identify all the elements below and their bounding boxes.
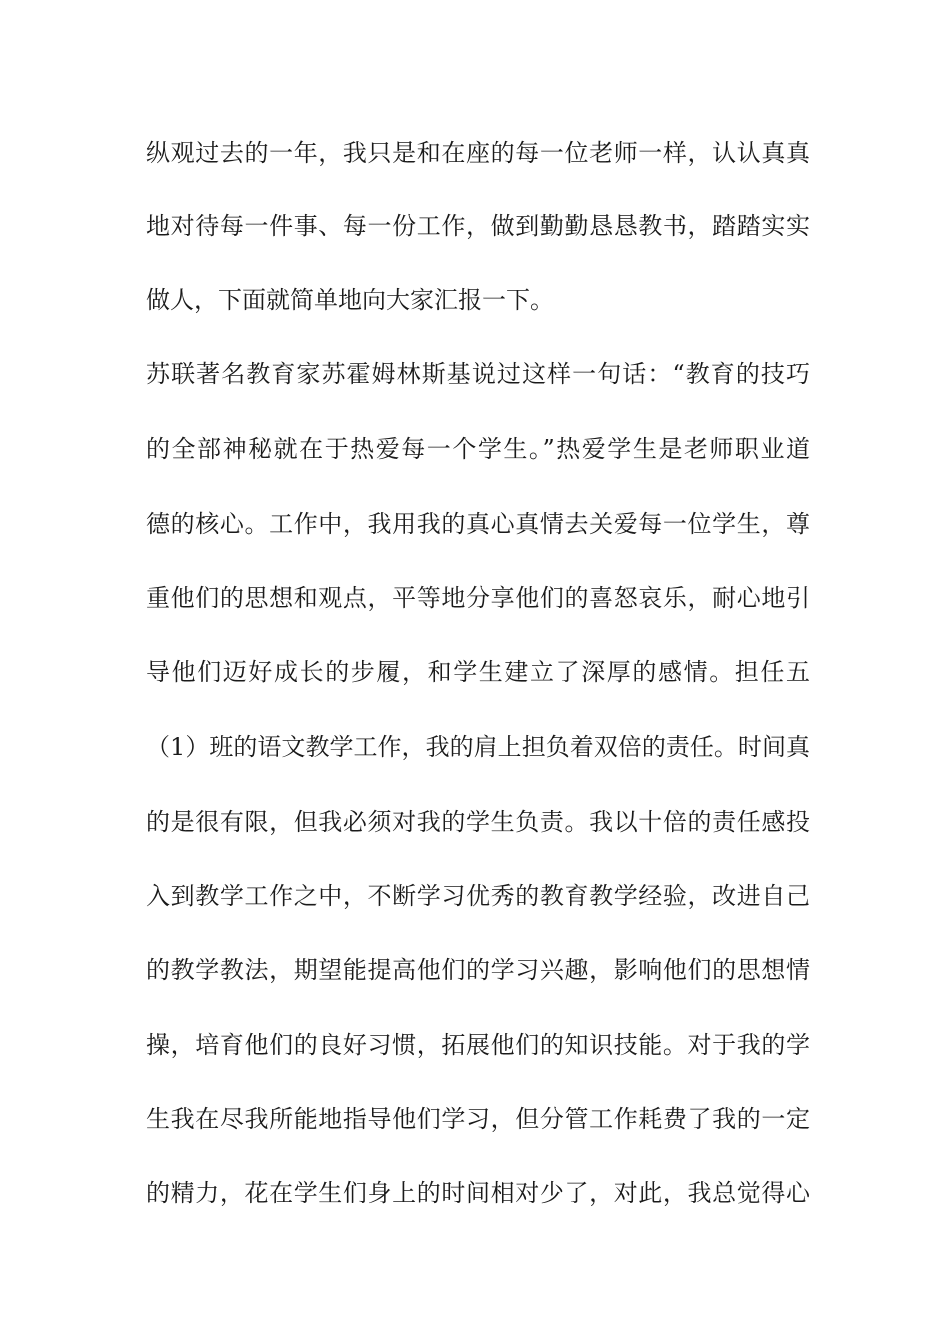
paragraph-2-line-8: 入到教学工作之中，不断学习优秀的教育教学经验，改进自己 bbox=[146, 882, 810, 910]
paragraph-2-line-7: 的是很有限，但我必须对我的学生负责。我以十倍的责任感投 bbox=[146, 808, 810, 836]
paragraph-2-line-5: 导他们迈好成长的步履，和学生建立了深厚的感情。担任五 bbox=[146, 658, 810, 686]
paragraph-2-line-1: 苏联著名教育家苏霍姆林斯基说过这样一句话：“教育的技巧 bbox=[146, 360, 810, 388]
paragraph-2-line-12: 的精力，花在学生们身上的时间相对少了，对此，我总觉得心 bbox=[146, 1179, 810, 1207]
paragraph-2-line-10: 操，培育他们的良好习惯，拓展他们的知识技能。对于我的学 bbox=[146, 1031, 810, 1059]
paragraph-2-line-9: 的教学教法，期望能提高他们的学习兴趣，影响他们的思想情 bbox=[146, 956, 810, 984]
paragraph-2-line-4: 重他们的思想和观点，平等地分享他们的喜怒哀乐，耐心地引 bbox=[146, 584, 810, 612]
paragraph-1-line-1: 纵观过去的一年，我只是和在座的每一位老师一样，认认真真 bbox=[146, 139, 810, 167]
paragraph-1-line-2: 地对待每一件事、每一份工作，做到勤勤恳恳教书，踏踏实实 bbox=[146, 212, 810, 240]
paragraph-1-line-3: 做人，下面就简单地向大家汇报一下。 bbox=[146, 286, 554, 314]
paragraph-2-line-11: 生我在尽我所能地指导他们学习，但分管工作耗费了我的一定 bbox=[146, 1105, 810, 1133]
paragraph-2-line-3: 德的核心。工作中，我用我的真心真情去关爱每一位学生，尊 bbox=[146, 510, 810, 538]
paragraph-2-line-6: （1）班的语文教学工作，我的肩上担负着双倍的责任。时间真 bbox=[146, 733, 810, 761]
paragraph-2-line-2: 的全部神秘就在于热爱每一个学生。”热爱学生是老师职业道 bbox=[146, 435, 810, 463]
